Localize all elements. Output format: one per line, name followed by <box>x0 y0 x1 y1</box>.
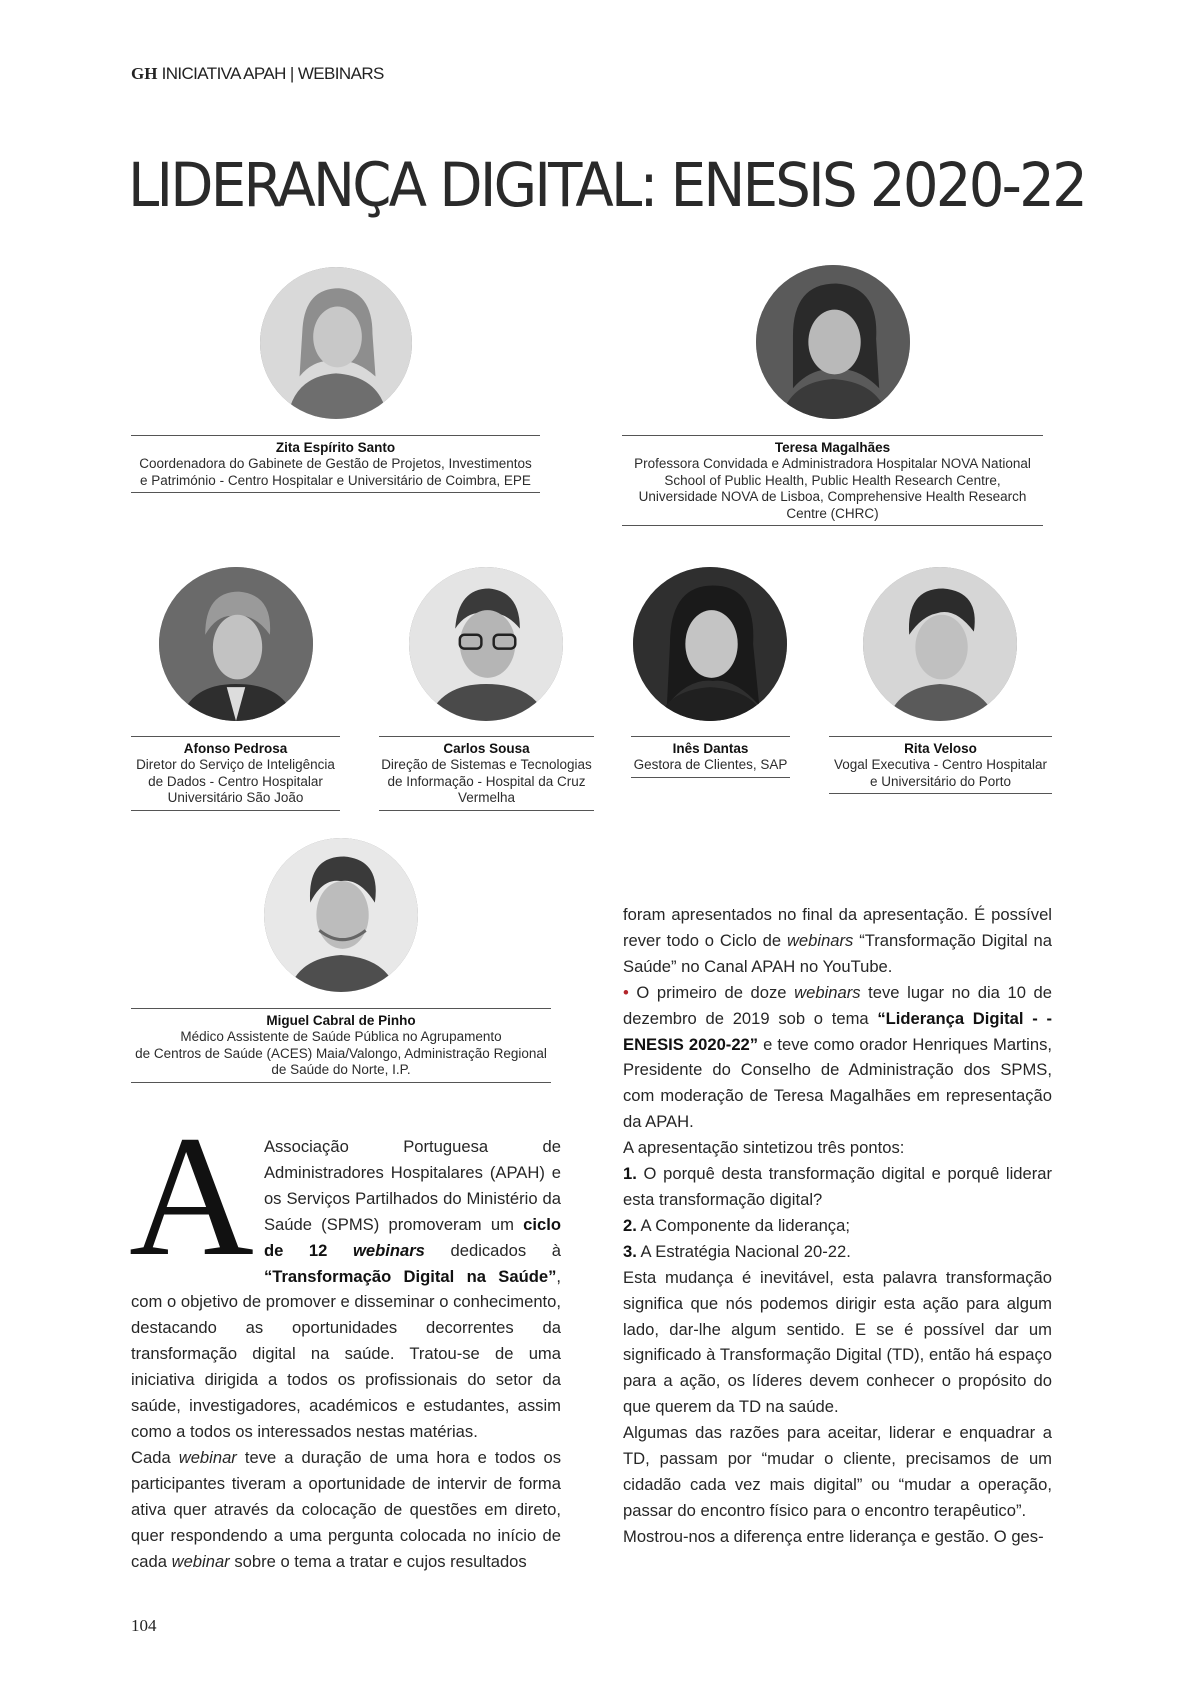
caption-miguel-cabral-de-pinho <box>131 1008 551 1083</box>
numbered-point <box>623 1161 1052 1213</box>
person-name: Miguel Cabral de Pinho <box>266 1013 416 1028</box>
person-name: Inês Dantas <box>672 741 749 756</box>
subsection-label: WEBINARS <box>297 64 384 83</box>
text-run: “Transformação Digital na Saúde” <box>263 1266 557 1286</box>
person-role-line: e Universitário do Porto <box>869 773 1012 789</box>
portrait-afonso-pedrosa <box>159 567 313 721</box>
text-run: Cada <box>131 1447 179 1467</box>
text-run: A Estratégia Nacional 20-22. <box>636 1241 851 1261</box>
text-run: foram apresentados no final da apresentação. É possível rever todo o Ciclo de <box>623 905 1052 950</box>
text-run: Algumas das razões para aceitar, liderar e enquadrar a TD, passam por “mudar o cliente, precisamos de um cidadão cada vez mais digital” ou “mudar a operação, passar do encontro físico para o encontro terapêutico”. <box>623 1423 1052 1520</box>
text-run: “Transformação Digital na Saúde” no Canal APAH no YouTube. <box>623 930 1052 976</box>
text-run: Associação Portuguesa de Administradores Hospitalares (APAH) e os Serviços Partilhados do Ministério da Saúde (SPMS) promoveram um <box>263 1137 561 1234</box>
numbered-point <box>623 1239 1052 1265</box>
text-run: dedicados à <box>424 1240 561 1260</box>
text-run: ciclo de 12 <box>263 1214 561 1260</box>
person-name: Teresa Magalhães <box>774 440 891 455</box>
text-run: O porquê desta transformação digital e porquê liderar esta transformação digital? <box>623 1164 1052 1209</box>
header-separator: | <box>289 64 294 83</box>
person-role-line: de Centros de Saúde (ACES) Maia/Valongo, Administração Regional <box>135 1045 547 1061</box>
person-role-line: Vogal Executiva - Centro Hospitalar <box>833 757 1048 773</box>
caption-ines-dantas <box>631 736 790 778</box>
text-run: sobre o tema a tratar e cujos resultados <box>229 1551 527 1571</box>
text-run: A Componente da liderança; <box>636 1215 850 1235</box>
text-run: webinar <box>178 1447 237 1467</box>
text-run: webinars <box>352 1240 425 1260</box>
person-name: Zita Espírito Santo <box>275 440 396 455</box>
portrait-carlos-sousa <box>409 567 563 721</box>
person-role-line: Direção de Sistemas e Tecnologias <box>381 757 592 773</box>
drop-cap: A <box>129 1101 254 1292</box>
text-run: Esta mudança é inevitável, esta palavra transformação significa que nós podemos dirigir esta ação para algum lado, dar-lhe algum sentido. E se é possível dar um significado à Transformação Digital (TD), então há espaço para a ação, os líderes devem conhecer o propósito do que querem da TD na saúde. <box>623 1267 1052 1417</box>
portrait-teresa-magalhaes <box>756 265 910 419</box>
text-run: webinar <box>171 1551 230 1571</box>
person-role-line: School of Public Health, Public Health Research Centre, <box>664 472 1001 488</box>
numbered-point <box>623 1213 1052 1239</box>
caption-afonso-pedrosa <box>131 736 340 811</box>
body-column-left <box>129 1101 562 1574</box>
body-paragraph <box>623 1265 1052 1420</box>
person-role-line: Universitário São João <box>167 790 304 806</box>
body-paragraph <box>131 1445 561 1575</box>
caption-zita-espirito-santo <box>131 435 540 493</box>
person-name: Afonso Pedrosa <box>183 741 288 756</box>
person-role-line: de Dados - Centro Hospitalar <box>148 773 323 789</box>
caption-teresa-magalhaes <box>622 435 1043 526</box>
running-header <box>131 64 384 84</box>
text-run: e teve como orador Henriques Martins, Presidente do Conselho de Administração dos SPMS, com moderação de Teresa Magalhães em representação da APAH. <box>623 1034 1053 1132</box>
portrait-miguel-cabral-de-pinho <box>264 838 418 992</box>
magazine-brand: GH <box>131 64 158 83</box>
person-role-line: de Informação - Hospital da Cruz <box>387 773 586 789</box>
person-role-line: e Património - Centro Hospitalar e Universitário de Coimbra, EPE <box>140 472 531 488</box>
person-role-line: Professora Convidada e Administradora Hospitalar NOVA National <box>634 456 1031 472</box>
person-role-line: Gestora de Clientes, SAP <box>633 757 788 773</box>
person-role-line: Vermelha <box>457 790 516 806</box>
text-run: A apresentação sintetizou três pontos: <box>623 1138 905 1158</box>
text-run: , com o objetivo de promover e disseminar o conhecimento, destacando as oportunidades decorrentes da transformação digital na saúde. Tratou-se de uma iniciativa dirigida a todos os profissionais do setor da saúde, investigadores, académicos e estudantes, assim como a todos os interessados nestas matérias. <box>131 1266 561 1441</box>
person-name: Rita Veloso <box>904 741 977 756</box>
person-role-line: Diretor do Serviço de Inteligência <box>136 757 335 773</box>
body-paragraph <box>623 1524 1052 1550</box>
text-run: 1. <box>623 1164 637 1184</box>
person-role-line: Centre (CHRC) <box>786 505 879 521</box>
text-run: teve a duração de uma hora e todos os participantes tiveram a oportunidade de intervir de forma ativa quer através da colocação de questões em direto, quer respondendo a uma pergunta colocada no início de cada <box>131 1447 562 1571</box>
caption-carlos-sousa <box>379 736 594 811</box>
text-run: • <box>623 982 637 1002</box>
caption-rita-veloso <box>829 736 1052 794</box>
person-role-line: Universidade NOVA de Lisboa, Comprehensive Health Research <box>638 489 1027 505</box>
body-paragraph <box>623 1135 1052 1161</box>
body-column-right <box>623 902 1052 1550</box>
text-run: teve lugar no dia 10 de dezembro de 2019 sob o tema <box>623 982 1052 1028</box>
text-run: “Liderança Digital - - ENESIS 2020-22” <box>623 1008 1052 1054</box>
body-paragraph <box>623 980 1052 1135</box>
person-role-line: Coordenadora do Gabinete de Gestão de Projetos, Investimentos <box>139 456 532 472</box>
text-run: Mostrou-nos a diferença entre liderança e gestão. O ges- <box>623 1526 1044 1546</box>
person-role-line: Médico Assistente de Saúde Pública no Agrupamento <box>180 1029 502 1045</box>
portrait-rita-veloso <box>863 567 1017 721</box>
body-paragraph <box>623 1420 1052 1524</box>
text-run: 3. <box>623 1241 637 1261</box>
person-role-line: de Saúde do Norte, I.P. <box>271 1062 411 1078</box>
text-run: O primeiro de doze <box>636 982 795 1002</box>
person-name: Carlos Sousa <box>443 741 530 756</box>
text-run: 2. <box>623 1215 637 1235</box>
page-number: 104 <box>131 1616 157 1635</box>
section-label: INICIATIVA APAH <box>161 64 286 83</box>
portrait-zita-espirito-santo <box>260 267 412 419</box>
article-title: LIDERANÇA DIGITAL: ENESIS 2020-22 <box>128 150 1086 221</box>
body-paragraph <box>623 902 1052 980</box>
portrait-ines-dantas <box>633 567 787 721</box>
text-run: webinars <box>794 982 861 1002</box>
text-run: webinars <box>786 930 854 950</box>
